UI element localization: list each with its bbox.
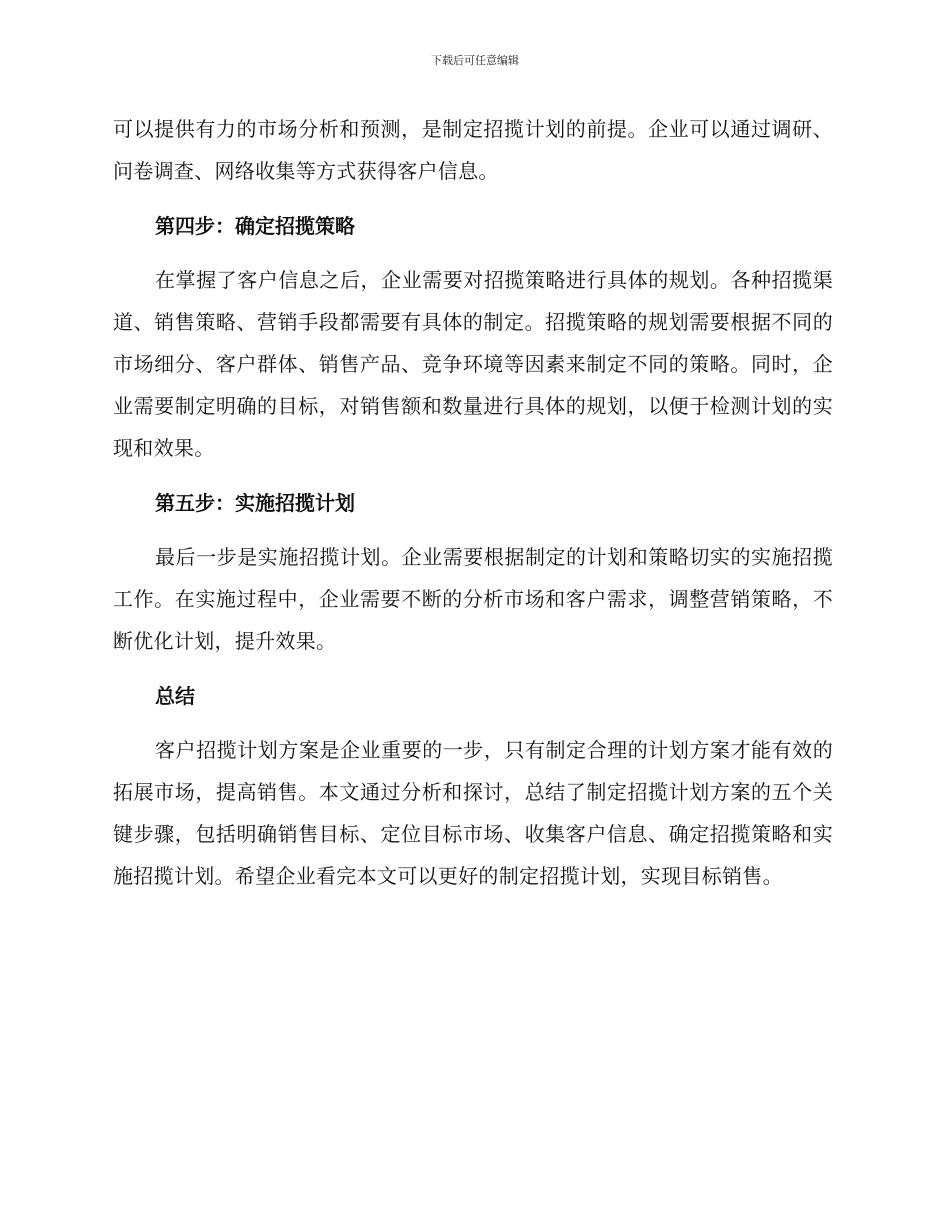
document-body [113, 108, 833, 897]
step4-heading: 第四步：确定招揽策略 [155, 214, 355, 238]
summary-heading: 总结 [155, 684, 195, 708]
step5-paragraph: 最后一步是实施招揽计划。企业需要根据制定的计划和策略切实的实施招揽工作。在实施过程中，企业需要不断的分析市场和客户需求，调整营销策略，不断优化计划，提升效果。 [113, 545, 833, 653]
intro-continuation-paragraph: 可以提供有力的市场分析和预测，是制定招揽计划的前提。企业可以通过调研、问卷调查、网络收集等方式获得客户信息。 [113, 117, 833, 183]
step4-paragraph: 在掌握了客户信息之后，企业需要对招揽策略进行具体的规划。各种招揽渠道、销售策略、营销手段都需要有具体的制定。招揽策略的规划需要根据不同的市场细分、客户群体、销售产品、竞争环境等因素来制定不同的策略。同时，企业需要制定明确的目标，对销售额和数量进行具体的规划，以便于检测计划的实现和效果。 [113, 268, 833, 460]
step5-heading: 第五步：实施招揽计划 [155, 491, 355, 515]
page-header: 下载后可任意编辑 [431, 54, 519, 67]
summary-paragraph: 客户招揽计划方案是企业重要的一步，只有制定合理的计划方案才能有效的拓展市场，提高销售。本文通过分析和探讨，总结了制定招揽计划方案的五个关键步骤，包括明确销售目标、定位目标市场、收集客户信息、确定招揽策略和实施招揽计划。希望企业看完本文可以更好的制定招揽计划，实现目标销售。 [113, 738, 833, 888]
